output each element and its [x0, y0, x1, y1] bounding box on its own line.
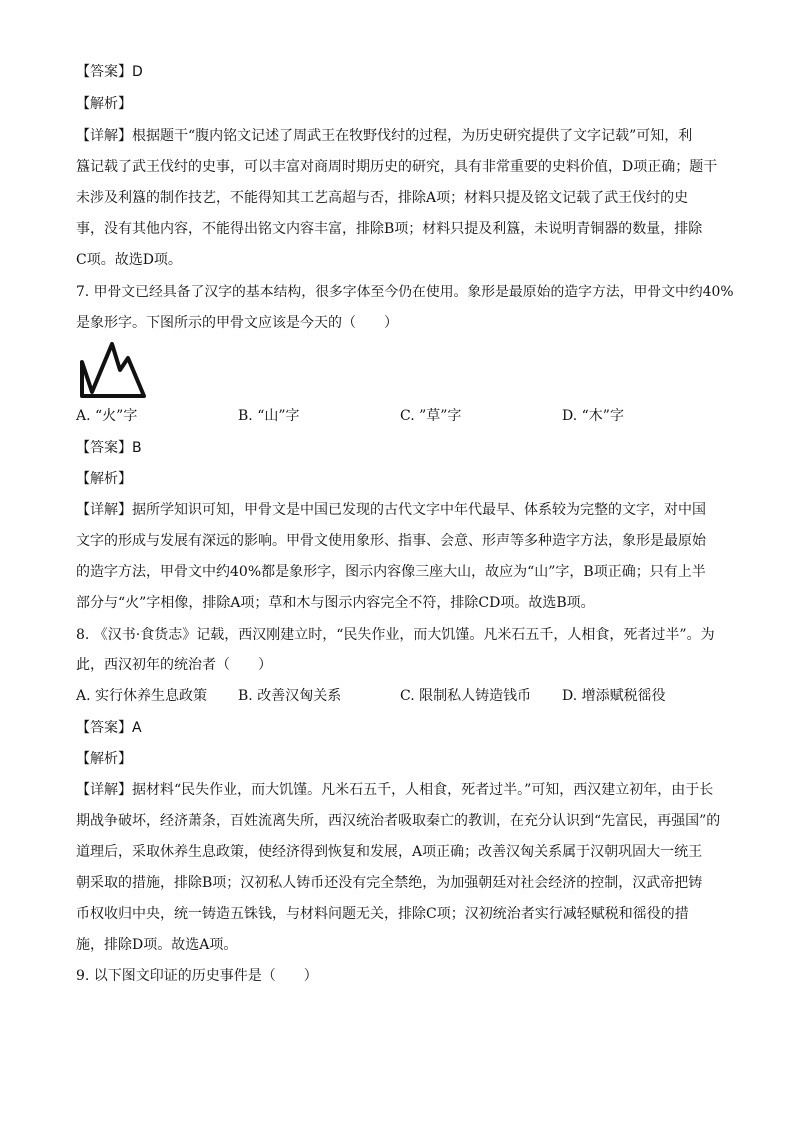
- q8-detail-line: 朝采取的措施，排除B项；汉初私人铸币还没有完全禁绝，为加强朝廷对社会经济的控制，汉武帝把铸: [76, 875, 703, 891]
- oracle-bone-mountain-glyph: [78, 340, 150, 400]
- q8-stem-line: 此，西汉初年的统治者（ ）: [76, 657, 272, 673]
- q8-stem-line: 8. 《汉书·食货志》记载，西汉刚建立时，“民失作业，而大饥馑。凡米石五千，人相食，死者过半”。为: [76, 627, 715, 643]
- q8-option-c: C. 限制私人铸造钱币: [400, 688, 532, 704]
- q8-detail-line: 期战争破坏，经济萧条，百姓流离失所，西汉统治者吸取秦亡的教训，在充分认识到“先富民，再强国”的: [76, 813, 721, 829]
- q7-analysis-label: 【解析】: [76, 471, 132, 487]
- q6-answer: 【答案】D: [76, 64, 143, 80]
- q8-detail-line: 施，排除D项。故选A项。: [76, 937, 238, 953]
- q6-analysis-label: 【解析】: [76, 96, 132, 112]
- q9-stem-line: 9. 以下图文印证的历史事件是（ ）: [76, 968, 318, 984]
- q8-detail-line: 【详解】据材料“民失作业，而大饥馑。凡米石五千，人相食，死者过半。”可知，西汉建立初年，由于长: [76, 782, 714, 798]
- q6-detail-line: C项。故选D项。: [76, 252, 182, 268]
- q8-detail-line: 道理后，采取休养生息政策，使经济得到恢复和发展，A项正确；改善汉匈关系属于汉朝巩固大一统王: [76, 844, 703, 860]
- q7-detail-line: 文字的形成与发展有深远的影响。甲骨文使用象形、指事、会意、形声等多种造字方法，象形是最原始: [76, 533, 706, 549]
- q8-detail-line: 币权收归中央，统一铸造五铢钱，与材料问题无关，排除C项；汉初统治者实行减轻赋税和徭役的措: [76, 906, 689, 922]
- q6-detail-line: 事，没有其他内容，不能得出铭文内容丰富，排除B项；材料只提及利簋，未说明青铜器的数量，排除: [76, 221, 703, 237]
- q7-option-a: A. “火”字: [76, 408, 138, 424]
- q7-stem-line: 7. 甲骨文已经具备了汉字的基本结构，很多字体至今仍在使用。象形是最原始的造字方法，甲骨文中约40%: [76, 284, 734, 300]
- q8-option-b: B. 改善汉匈关系: [238, 688, 342, 704]
- q6-detail-line: 簋记载了武王伐纣的史事，可以丰富对商周时期历史的研究，具有非常重要的史料价值，D项正确；题干: [76, 159, 718, 175]
- q7-detail-line: 部分与“火”字相像，排除A项；草和木与图示内容完全不符，排除CD项。故选B项。: [76, 595, 595, 611]
- q7-detail-line: 【详解】据所学知识可知，甲骨文是中国已发现的古代文字中年代最早、体系较为完整的文字，对中国: [76, 502, 706, 518]
- q7-option-d: D. “木”字: [562, 408, 624, 424]
- q7-answer: 【答案】B: [76, 440, 142, 456]
- q7-option-c: C. ”草”字: [400, 408, 462, 424]
- q6-detail-line: 未涉及利簋的制作技艺，不能得知其工艺高超与否，排除A项；材料只提及铭文记载了武王伐纣的史: [76, 190, 689, 206]
- q8-option-d: D. 增添赋税徭役: [562, 688, 666, 704]
- q8-analysis-label: 【解析】: [76, 751, 132, 767]
- q8-option-a: A. 实行休养生息政策: [76, 688, 208, 704]
- q7-detail-line: 的造字方法，甲骨文中约40%都是象形字，图示内容像三座大山，故应为“山”字，B项正确；只有上半: [76, 564, 706, 580]
- q7-stem-line: 是象形字。下图所示的甲骨文应该是今天的（ ）: [76, 315, 398, 331]
- q6-detail-line: 【详解】根据题干“腹内铭文记述了周武王在牧野伐纣的过程，为历史研究提供了文字记载”可知，利: [76, 128, 693, 144]
- q8-answer: 【答案】A: [76, 720, 142, 736]
- q7-option-b: B. “山”字: [238, 408, 300, 424]
